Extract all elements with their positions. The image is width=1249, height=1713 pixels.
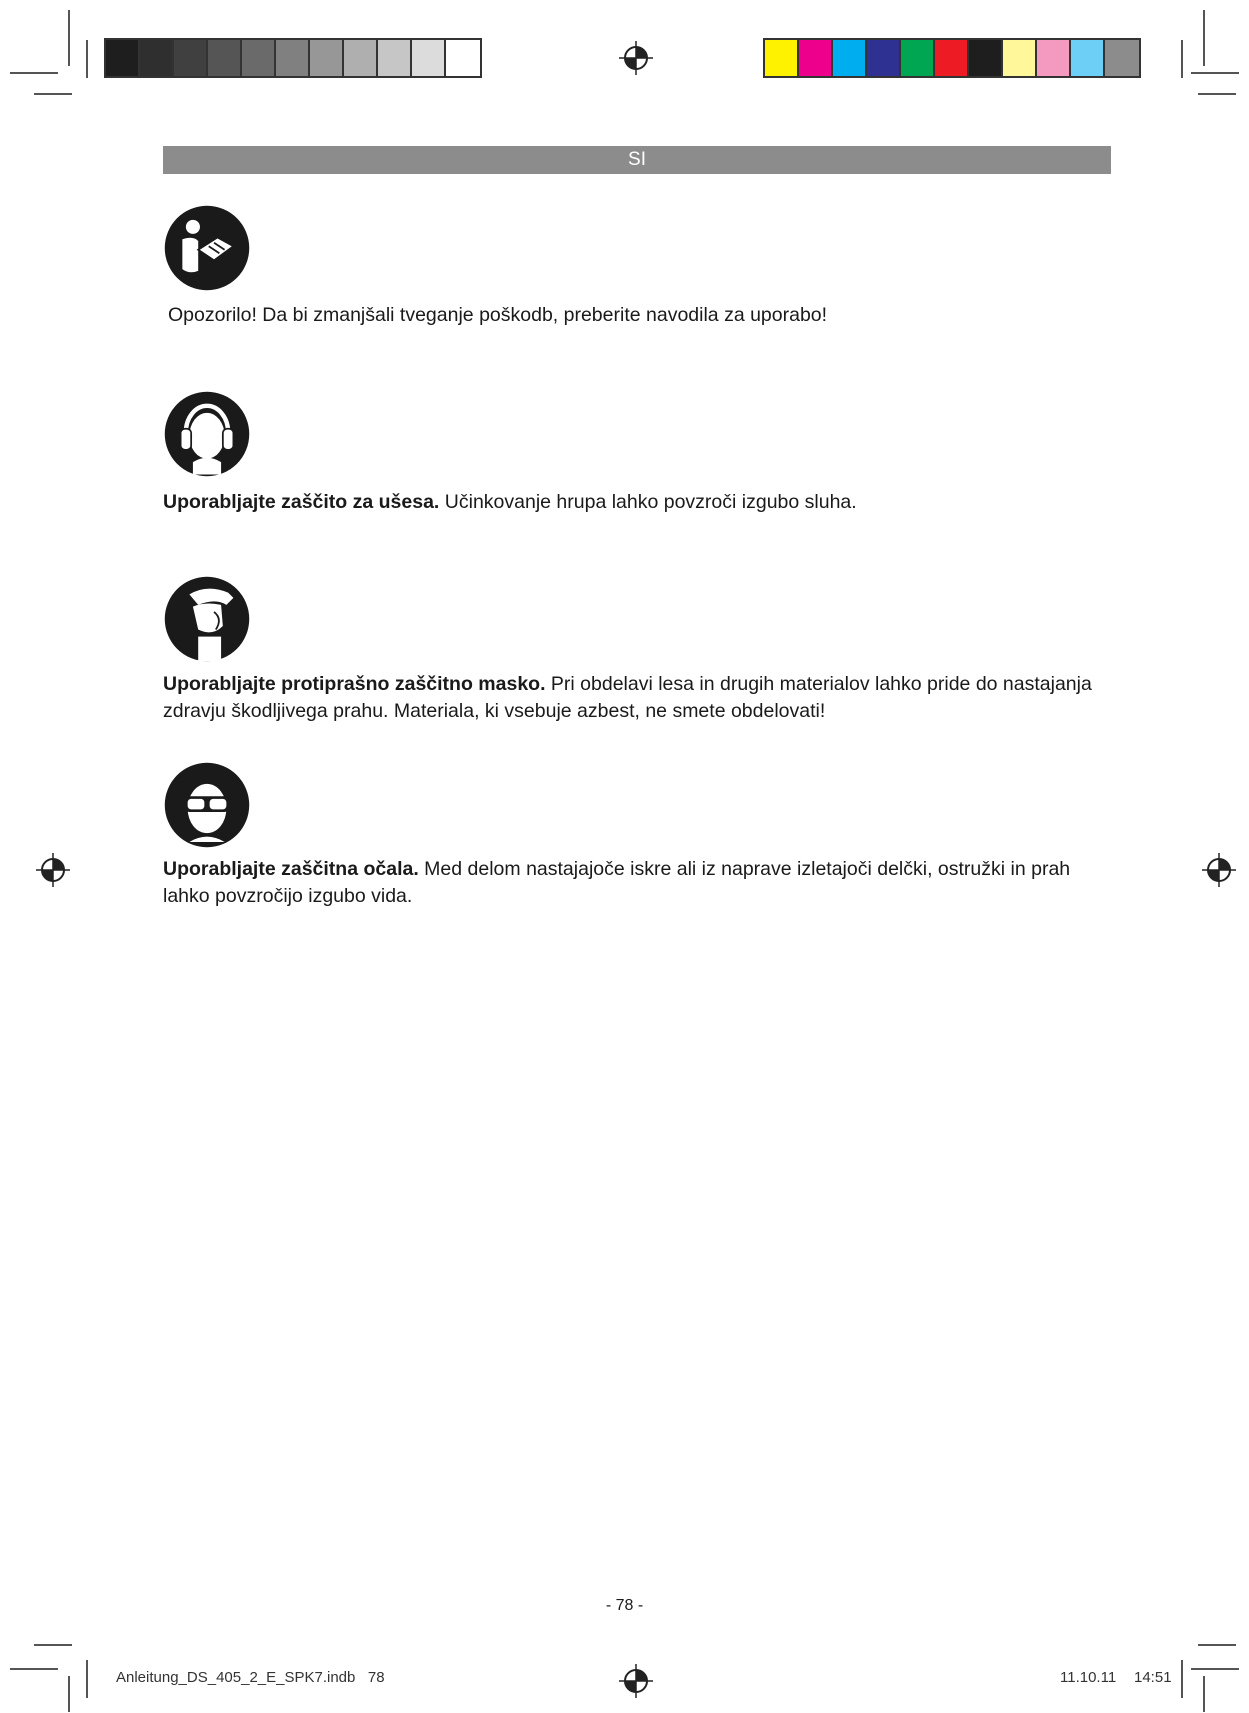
color-swatch [1003,40,1037,76]
crop-mark [68,1676,70,1712]
color-swatch [1071,40,1105,76]
color-swatch [446,40,480,76]
crop-mark [1203,10,1205,66]
footer-time: 14:51 [1134,1669,1172,1686]
crop-mark [34,93,72,95]
color-swatch [969,40,1003,76]
crop-mark [68,10,70,66]
color-swatch [935,40,969,76]
crop-mark [1191,1668,1239,1670]
color-swatch [174,40,208,76]
color-swatch [140,40,174,76]
safety-goggles-text: Uporabljajte zaščitna očala. Med delom nastajajoče iskre ali iz naprave izletajoči delčki, ostružki in prah lahko povzročijo izgubo vida. [163,858,1071,907]
color-swatch [765,40,799,76]
crop-mark [1198,93,1236,95]
color-swatch [276,40,310,76]
crop-mark [1198,1644,1236,1646]
registration-mark-icon [1202,853,1236,887]
grayscale-calibration-bar [104,38,482,78]
crop-mark [86,40,88,78]
color-swatch [833,40,867,76]
color-swatch [242,40,276,76]
color-swatch [378,40,412,76]
ear-protection-text: Uporabljajte zaščito za ušesa. Učinkovanje hrupa lahko povzroči izgubo sluha. [163,491,857,513]
crop-mark [1191,72,1239,74]
color-swatch [1037,40,1071,76]
color-swatch [310,40,344,76]
color-swatch [208,40,242,76]
color-swatch [412,40,446,76]
registration-mark-icon [619,1664,653,1698]
registration-mark-icon [619,41,653,75]
color-calibration-bar [763,38,1141,78]
color-swatch [901,40,935,76]
warning-text: Opozorilo! Da bi zmanjšali tveganje poškodb, preberite navodila za uporabo! [168,304,828,326]
registration-mark-icon [36,853,70,887]
crop-mark [10,72,58,74]
dust-mask-text: Uporabljajte protiprašno zaščitno masko. Pri obdelavi lesa in drugih materialov lahko pride do nastajanja zdravju škodljivega prahu. Materiala, ki vsebuje azbest, ne smete obdelovati! [163,673,1092,722]
crop-mark [1181,40,1183,78]
crop-mark [34,1644,72,1646]
crop-mark [1181,1660,1183,1698]
color-swatch [344,40,378,76]
color-swatch [867,40,901,76]
language-header-bar: SI [163,146,1111,174]
crop-mark [10,1668,58,1670]
ear-protection-icon [163,390,251,478]
footer-file-name: Anleitung_DS_405_2_E_SPK7.indb 78 [116,1669,385,1686]
color-swatch [1105,40,1139,76]
dust-mask-icon [163,575,251,663]
footer-date: 11.10.11 [1060,1669,1117,1686]
color-swatch [106,40,140,76]
safety-goggles-icon [163,761,251,849]
crop-mark [1203,1676,1205,1712]
crop-mark [86,1660,88,1698]
page-number: - 78 - [605,1597,644,1614]
color-swatch [799,40,833,76]
read-manual-icon [163,204,251,292]
